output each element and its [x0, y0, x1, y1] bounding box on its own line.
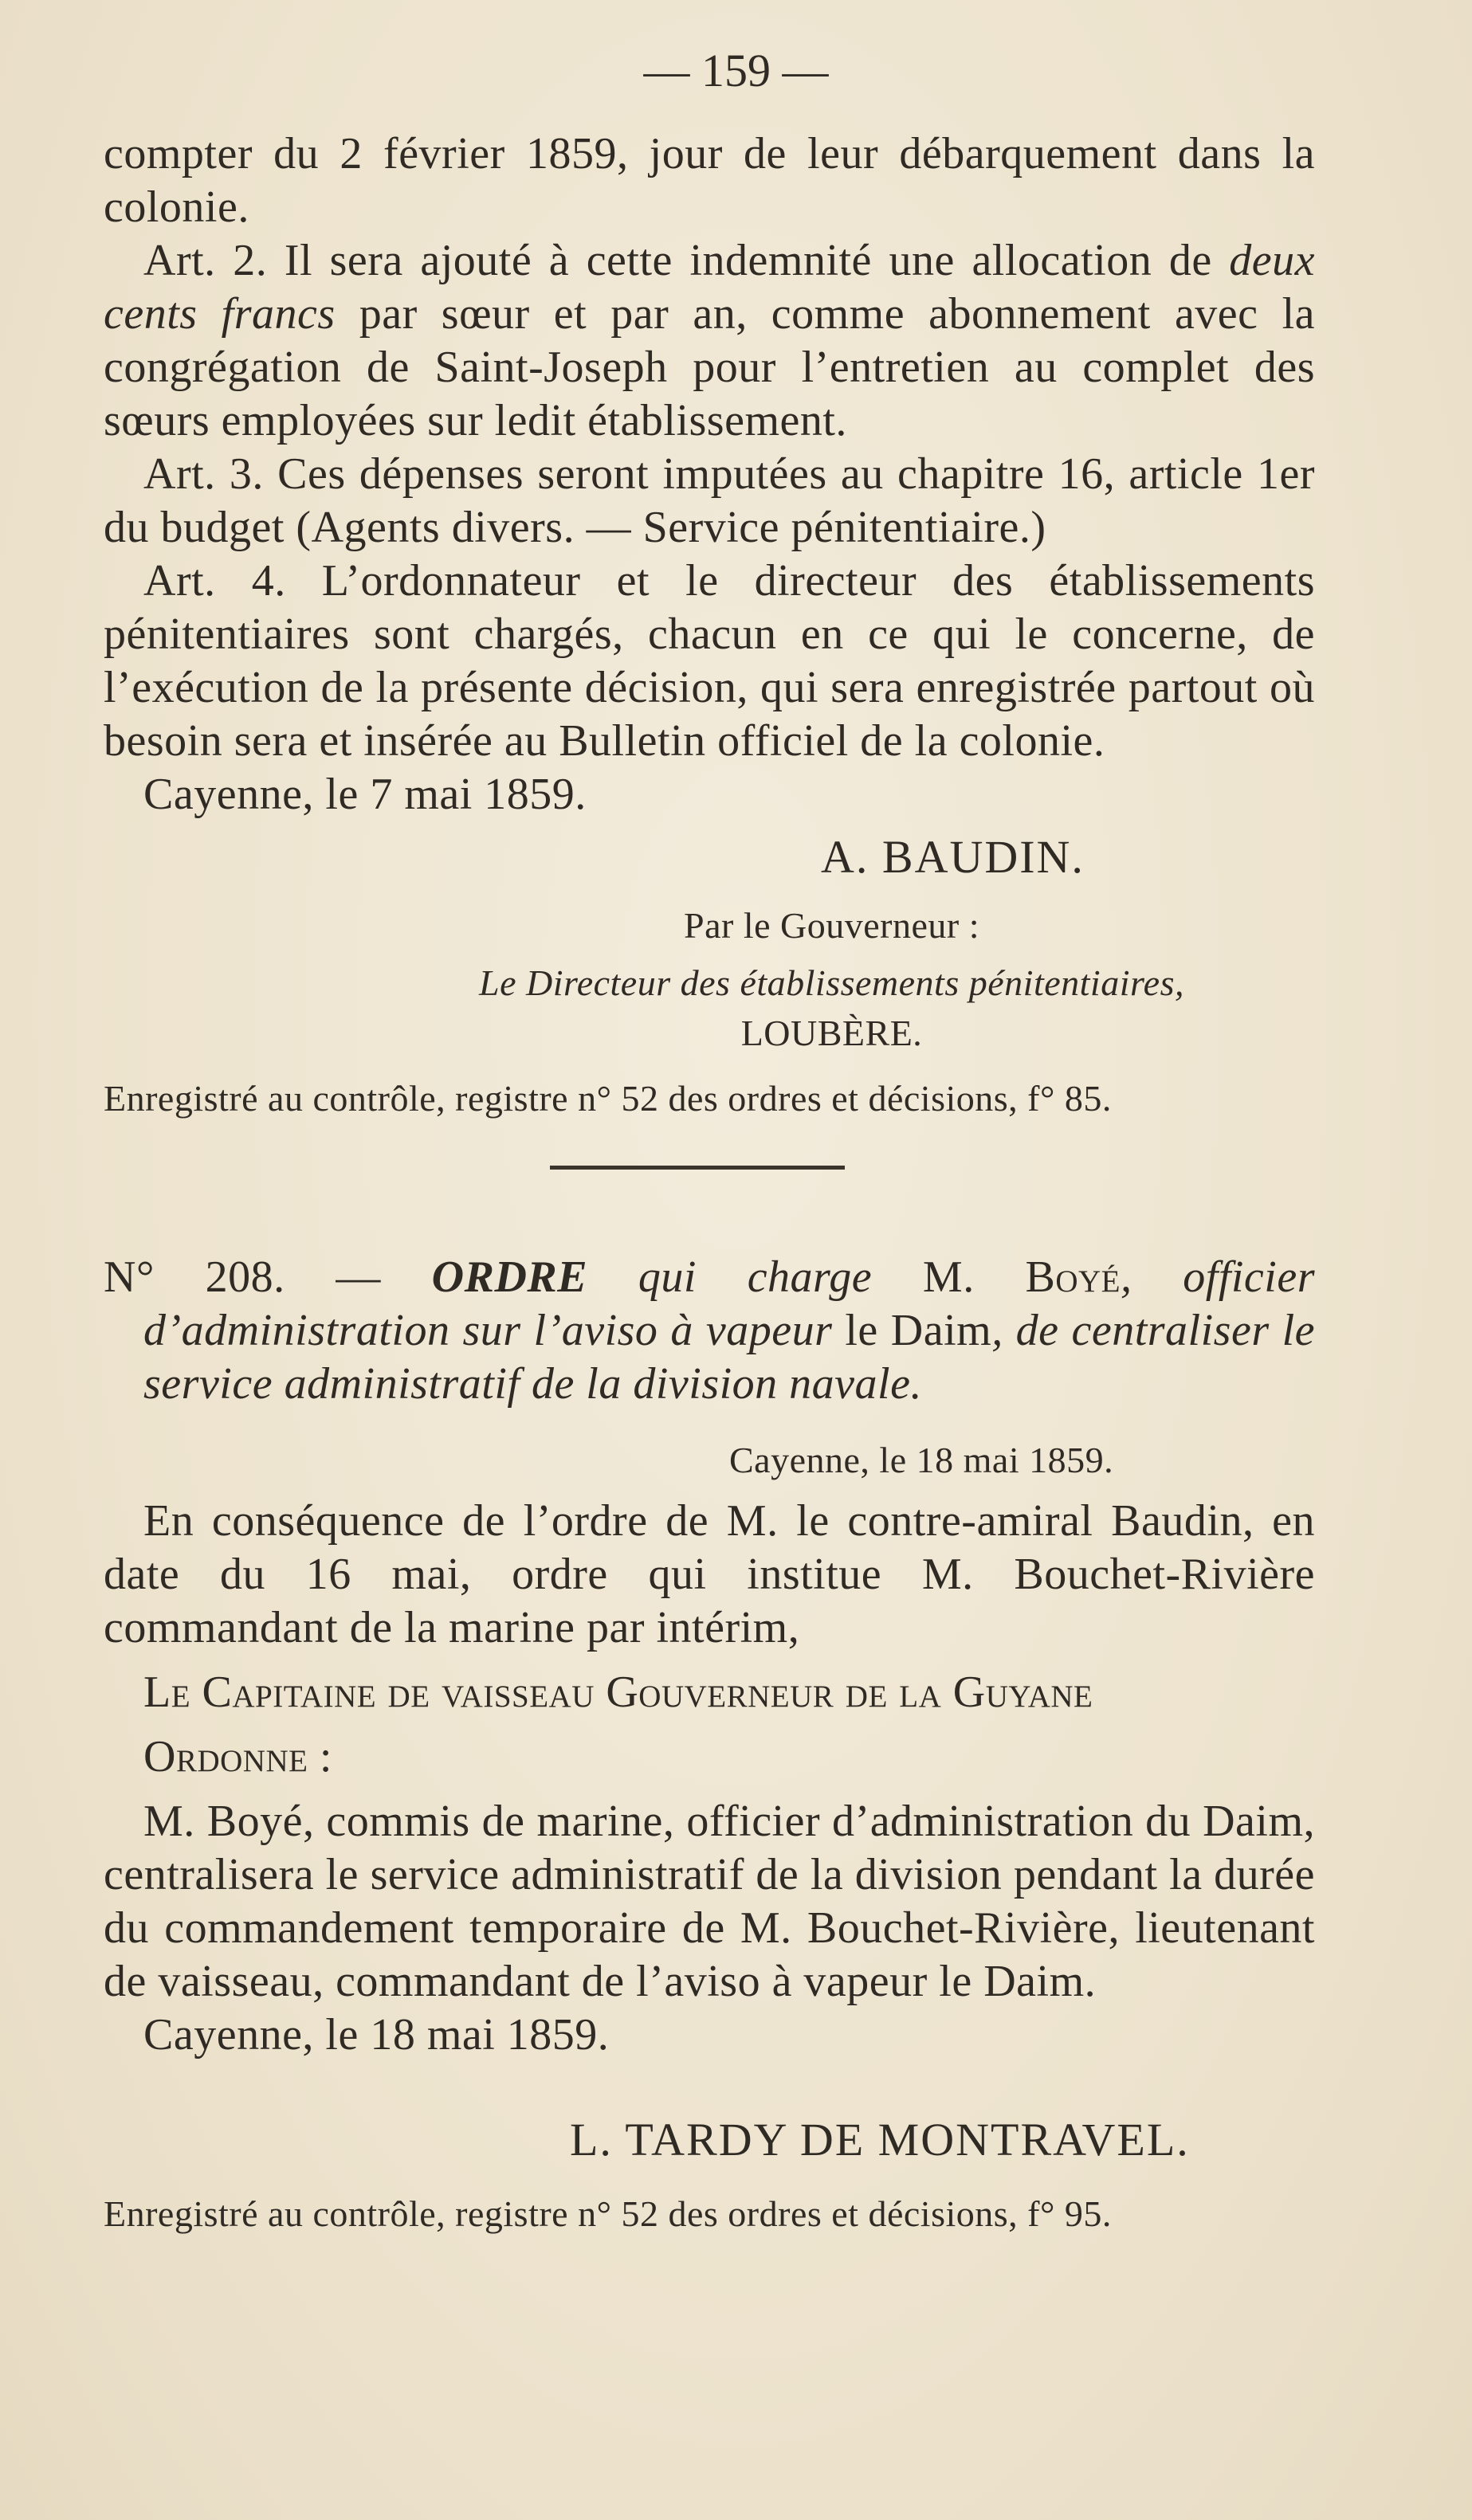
ordre-heading-c: , de centraliser le service administratif de la division navale.: [143, 1306, 1316, 1409]
ordre-date-line: Cayenne, le 18 mai 1859.: [729, 1440, 1114, 1480]
ordre-heading-b: , officier d’administration sur l’aviso à vapeur: [143, 1252, 1315, 1355]
article-2: [104, 234, 1315, 448]
ordre-name-boye: M. Boyé: [922, 1252, 1121, 1302]
director-title: Le Directeur des établissements pénitentiaires,: [479, 962, 1184, 1003]
ordre-body: [104, 1495, 1315, 2062]
article-2-text-a: Il sera ajouté à cette indemnité une allocation de: [267, 236, 1230, 285]
signature-baudin: A. BAUDIN.: [821, 831, 1085, 883]
article-2-text-b: par sœur et par an, comme abonnement avec la congrégation de Saint-Joseph pour l’entretien au complet des sœurs employées sur ledit établissement.: [104, 289, 1315, 445]
ordre-consequence: En conséquence de l’ordre de M. le contre-amiral Baudin, en date du 16 mai, ordre qui institue M. Bouchet-Rivière commandant de la marine par intérim,: [104, 1496, 1315, 1652]
article-2-amount: deux cents francs: [104, 236, 1315, 339]
article-4: Art. 4. L’ordonnateur et le directeur des établissements pénitentiaires sont chargés, chacun en ce qui le concerne, de l’exécution de la présente décision, qui sera enregistrée partout où besoin sera et insérée au Bulletin officiel de la colonie.: [104, 556, 1315, 766]
ordre-heading-a: qui charge: [587, 1252, 923, 1302]
signature-tardy: L. TARDY DE MONTRAVEL.: [570, 2114, 1190, 2165]
ordre-208: [104, 1251, 1315, 1411]
section-divider: [550, 1166, 845, 1170]
ordre-heading: [104, 1251, 1315, 1411]
governor-line: Le Capitaine de vaisseau Gouverneur de la Guyane: [143, 1668, 1093, 1717]
par-le-gouverneur: Par le Gouverneur :: [684, 905, 979, 946]
decision-continuation: compter du 2 février 1859, jour de leur débarquement dans la colonie.: [104, 129, 1315, 232]
registry-note-2: Enregistré au contrôle, registre n° 52 des ordres et décisions, f° 95.: [104, 2193, 1112, 2234]
article-3: Art. 3. Ces dépenses seront imputées au chapitre 16, article 1er du budget (Agents divers. — Service pénitentiaire.): [104, 449, 1315, 552]
ordonne: Ordonne :: [143, 1732, 332, 1781]
decision-articles: [104, 127, 1315, 821]
ordre-word: ORDRE: [431, 1252, 588, 1302]
page-number: — 159 —: [643, 45, 829, 96]
decision-place-date: Cayenne, le 7 mai 1859.: [143, 770, 587, 819]
ordre-decision-text: M. Boyé, commis de marine, officier d’administration du Daim, centralisera le service administratif de la division pendant la durée du commandement temporaire de M. Bouchet-Rivière, lieutenant de vaisseau, commandant de l’aviso à vapeur le Daim.: [104, 1797, 1315, 2006]
director-name: LOUBÈRE.: [740, 1013, 923, 1053]
registry-note-1: Enregistré au contrôle, registre n° 52 des ordres et décisions, f° 85.: [104, 1078, 1112, 1119]
ordre-place-date: Cayenne, le 18 mai 1859.: [143, 2010, 610, 2060]
ordre-daim: le Daim: [845, 1306, 992, 1355]
article-2-label: Art. 2.: [143, 236, 268, 285]
ordre-number: N° 208. —: [104, 1252, 432, 1302]
